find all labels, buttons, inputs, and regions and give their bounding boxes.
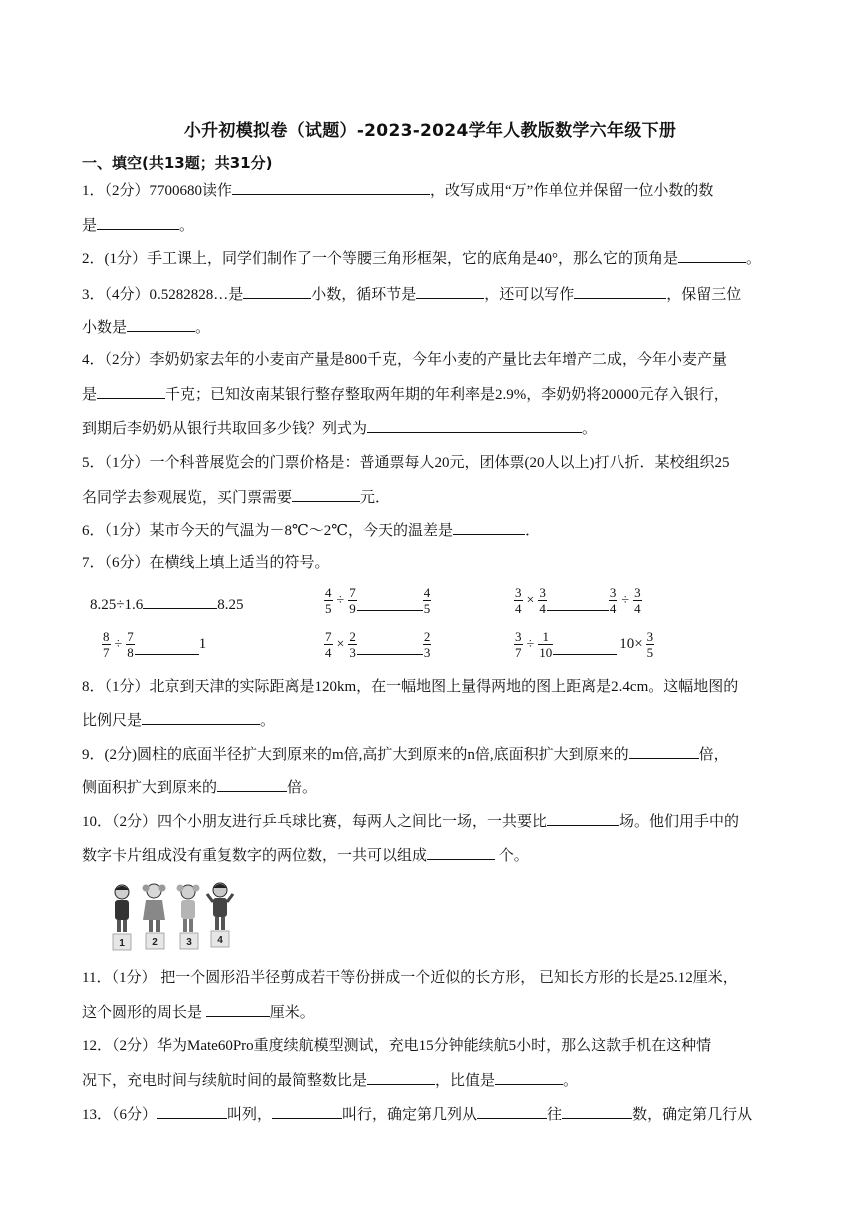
question-text: 况下，充电时间与续航时间的最简整数比是 — [82, 1073, 368, 1089]
question-text: ． — [525, 523, 541, 539]
question-text: 12．（2分）华为Mate60Pro重度续航模型测试，充电15分钟能续航5小时，那么这款手机在这种情 — [82, 1038, 712, 1054]
question-text: ，比值是 — [435, 1073, 496, 1089]
fraction: $\frac{7}{9}$ — [349, 585, 356, 616]
answer-blank[interactable] — [206, 1002, 270, 1017]
question-text: 数字卡片组成没有重复数字的两位数，一共可以组成 — [82, 848, 428, 864]
question-5-line-1 — [82, 453, 730, 473]
question-text: ，还可以写作 — [484, 287, 575, 303]
answer-blank[interactable] — [678, 248, 746, 263]
fraction: $\frac{3}{7}$ — [515, 629, 522, 660]
question-text: 叫行，确定第几列从 — [342, 1107, 478, 1123]
fraction: $\frac{3}{4}$ — [539, 585, 546, 616]
answer-blank[interactable] — [427, 845, 495, 860]
question-text: 11．（1分） 把一个圆形沿半径剪成若干等份拼成一个近似的长方形， 已知长方形的长是25.12厘米， — [82, 970, 738, 986]
fraction: $\frac{3}{4}$ — [609, 585, 617, 616]
fraction: $\frac{1}{10}$ — [539, 629, 553, 660]
number-cards — [113, 931, 229, 950]
question-2 — [82, 248, 761, 269]
card-label: 2 — [152, 937, 158, 948]
compare-item-6 — [514, 629, 654, 660]
question-text: 厘米。 — [269, 1005, 315, 1021]
answer-blank[interactable] — [232, 180, 430, 195]
child-1 — [115, 885, 129, 932]
question-text: 比例尺是 — [82, 713, 143, 729]
child-2 — [143, 884, 166, 932]
question-5-line-2 — [82, 487, 390, 508]
question-4-line-3 — [82, 418, 597, 439]
answer-blank[interactable] — [367, 418, 582, 433]
answer-blank[interactable] — [574, 284, 666, 299]
question-text: 8．（1分）北京到天津的实际距离是120km，在一幅地图上量得两地的图上距离是2.4cm。这幅地图的 — [82, 679, 739, 695]
card-label: 3 — [186, 937, 192, 948]
fraction: $\frac{4}{5}$ — [423, 585, 431, 616]
answer-blank[interactable] — [367, 1070, 435, 1085]
answer-blank[interactable] — [416, 284, 484, 299]
question-text: 是 — [82, 387, 98, 403]
card-label: 1 — [119, 938, 125, 949]
operator: ÷ — [526, 636, 535, 652]
question-text: 场。他们用手中的 — [619, 814, 740, 830]
expression-text: 10× — [619, 636, 643, 652]
question-text: 往 — [547, 1107, 563, 1123]
question-text: 3．（4分）0.5282828…是 — [82, 287, 244, 303]
question-text: 1．（2分）7700680读作 — [82, 183, 233, 199]
answer-blank[interactable] — [357, 590, 423, 611]
fraction: $\frac{3}{4}$ — [515, 585, 522, 616]
question-text: 。 — [746, 251, 762, 267]
fraction: $\frac{2}{3}$ — [349, 629, 356, 660]
compare-item-4 — [102, 629, 206, 660]
question-text: 名同学去参观展览，买门票需要 — [82, 490, 293, 506]
question-4-line-1 — [82, 350, 727, 370]
fraction: $\frac{8}{7}$ — [103, 629, 110, 660]
answer-blank[interactable] — [547, 811, 619, 826]
question-text: 是 — [82, 218, 98, 234]
answer-blank[interactable] — [157, 1104, 227, 1119]
question-text: 倍。 — [287, 780, 318, 796]
question-10-line-2 — [82, 845, 529, 866]
question-4-line-2 — [82, 384, 729, 405]
question-text: ，改写成用“万”作单位并保留一位小数的数 — [430, 183, 714, 199]
answer-blank[interactable] — [217, 777, 287, 792]
question-text: 到期后李奶奶从银行共取回多少钱？列式为 — [82, 421, 368, 437]
question-text: ，保留三位 — [666, 287, 742, 303]
operator: ÷ — [621, 592, 630, 608]
question-text: 。 — [582, 421, 598, 437]
question-8-line-2 — [82, 710, 275, 731]
question-text: 。 — [179, 218, 195, 234]
question-text: 侧面积扩大到原来的 — [82, 780, 218, 796]
answer-blank[interactable] — [547, 590, 609, 611]
question-text: 5．（1分）一个科普展览会的门票价格是：普通票每人20元，团体票(20人以上)打八折．某校组织25 — [82, 455, 730, 471]
question-text: 叫列， — [227, 1107, 273, 1123]
question-1-line-1 — [82, 180, 713, 201]
compare-item-3 — [514, 585, 642, 616]
fraction: $\frac{7}{4}$ — [325, 629, 332, 660]
question-3-line-2 — [82, 317, 210, 338]
question-9-line-2 — [82, 777, 317, 798]
question-text: 千克；已知汝南某银行整存整取两年期的年利率是2.9%，李奶奶将20000元存入银行， — [165, 387, 729, 403]
operator: × — [526, 592, 535, 608]
answer-blank[interactable] — [97, 384, 165, 399]
question-text: 10．（2分）四个小朋友进行乒乓球比赛，每两人之间比一场，一共要比 — [82, 814, 548, 830]
answer-blank[interactable] — [142, 710, 260, 725]
answer-blank[interactable] — [477, 1104, 547, 1119]
child-3 — [177, 885, 200, 933]
question-text: 。 — [195, 320, 211, 336]
answer-blank[interactable] — [272, 1104, 342, 1119]
answer-blank[interactable] — [629, 744, 699, 759]
question-1-line-2 — [82, 215, 194, 236]
question-text: 数，确定第几行从 — [632, 1107, 753, 1123]
expression-right: 8.25 — [217, 597, 244, 613]
question-3-line-1 — [82, 284, 741, 305]
answer-blank[interactable] — [97, 215, 179, 230]
question-text: 元． — [360, 490, 391, 506]
section-heading: 一、填空(共13题；共31分) — [82, 154, 273, 172]
question-11-line-1 — [82, 968, 738, 988]
page-title: 小升初模拟卷（试题）-2023-2024学年人教版数学六年级下册 — [183, 121, 677, 141]
fraction: $\frac{3}{5}$ — [646, 629, 654, 660]
compare-item-2 — [324, 585, 431, 616]
question-text: 倍， — [698, 747, 729, 763]
answer-blank[interactable] — [243, 284, 311, 299]
question-text: 个。 — [495, 848, 529, 864]
children-with-cards-illustration — [108, 880, 238, 952]
question-12-line-1 — [82, 1036, 711, 1056]
question-13-line-1 — [82, 1104, 752, 1125]
compare-item-5 — [324, 629, 431, 660]
card-label: 4 — [217, 935, 223, 946]
answer-blank[interactable] — [453, 520, 525, 535]
fraction: $\frac{4}{5}$ — [325, 585, 332, 616]
operator: × — [336, 636, 345, 652]
question-text: 4．（2分）李奶奶家去年的小麦亩产量是800千克，今年小麦的产量比去年增产二成，今年小麦产量 — [82, 352, 728, 368]
answer-blank[interactable] — [143, 592, 217, 609]
fraction: $\frac{2}{3}$ — [423, 629, 431, 660]
operator: ÷ — [336, 592, 345, 608]
expression-right: 1 — [198, 636, 207, 652]
question-text: 这个圆形的周长是 — [82, 1005, 206, 1021]
question-11-line-2 — [82, 1002, 315, 1023]
operator: ÷ — [114, 636, 123, 652]
answer-blank[interactable] — [135, 634, 199, 655]
fraction: $\frac{7}{8}$ — [127, 629, 134, 660]
question-text: 9．(2分)圆柱的底面半径扩大到原来的m倍,高扩大到原来的n倍,底面积扩大到原来的 — [82, 747, 629, 763]
child-4 — [207, 883, 233, 930]
question-text: 7．（6分）在横线上填上适当的符号。 — [82, 555, 330, 571]
answer-blank[interactable] — [127, 317, 195, 332]
question-text: 13．（6分） — [82, 1107, 158, 1123]
answer-blank[interactable] — [553, 634, 617, 655]
fraction: $\frac{3}{4}$ — [634, 585, 641, 616]
answer-blank[interactable] — [495, 1070, 563, 1085]
compare-item-1 — [90, 592, 243, 614]
answer-blank[interactable] — [292, 487, 360, 502]
question-9-line-1 — [82, 744, 729, 765]
question-12-line-2 — [82, 1070, 578, 1091]
question-10-line-1 — [82, 811, 739, 832]
expression-left: 8.25÷1.6 — [90, 597, 144, 613]
question-text: 6．（1分）某市今天的气温为－8℃～2℃，今天的温差是 — [82, 523, 454, 539]
question-text: 。 — [563, 1073, 579, 1089]
question-8-line-1 — [82, 677, 738, 697]
question-7 — [82, 553, 330, 573]
question-text: 2．(1分）手工课上，同学们制作了一个等腰三角形框架，它的底角是40°，那么它的顶角是 — [82, 251, 678, 267]
answer-blank[interactable] — [357, 634, 423, 655]
answer-blank[interactable] — [562, 1104, 632, 1119]
question-text: 。 — [260, 713, 276, 729]
question-6 — [82, 520, 540, 541]
question-text: 小数，循环节是 — [311, 287, 417, 303]
question-text: 小数是 — [82, 320, 128, 336]
